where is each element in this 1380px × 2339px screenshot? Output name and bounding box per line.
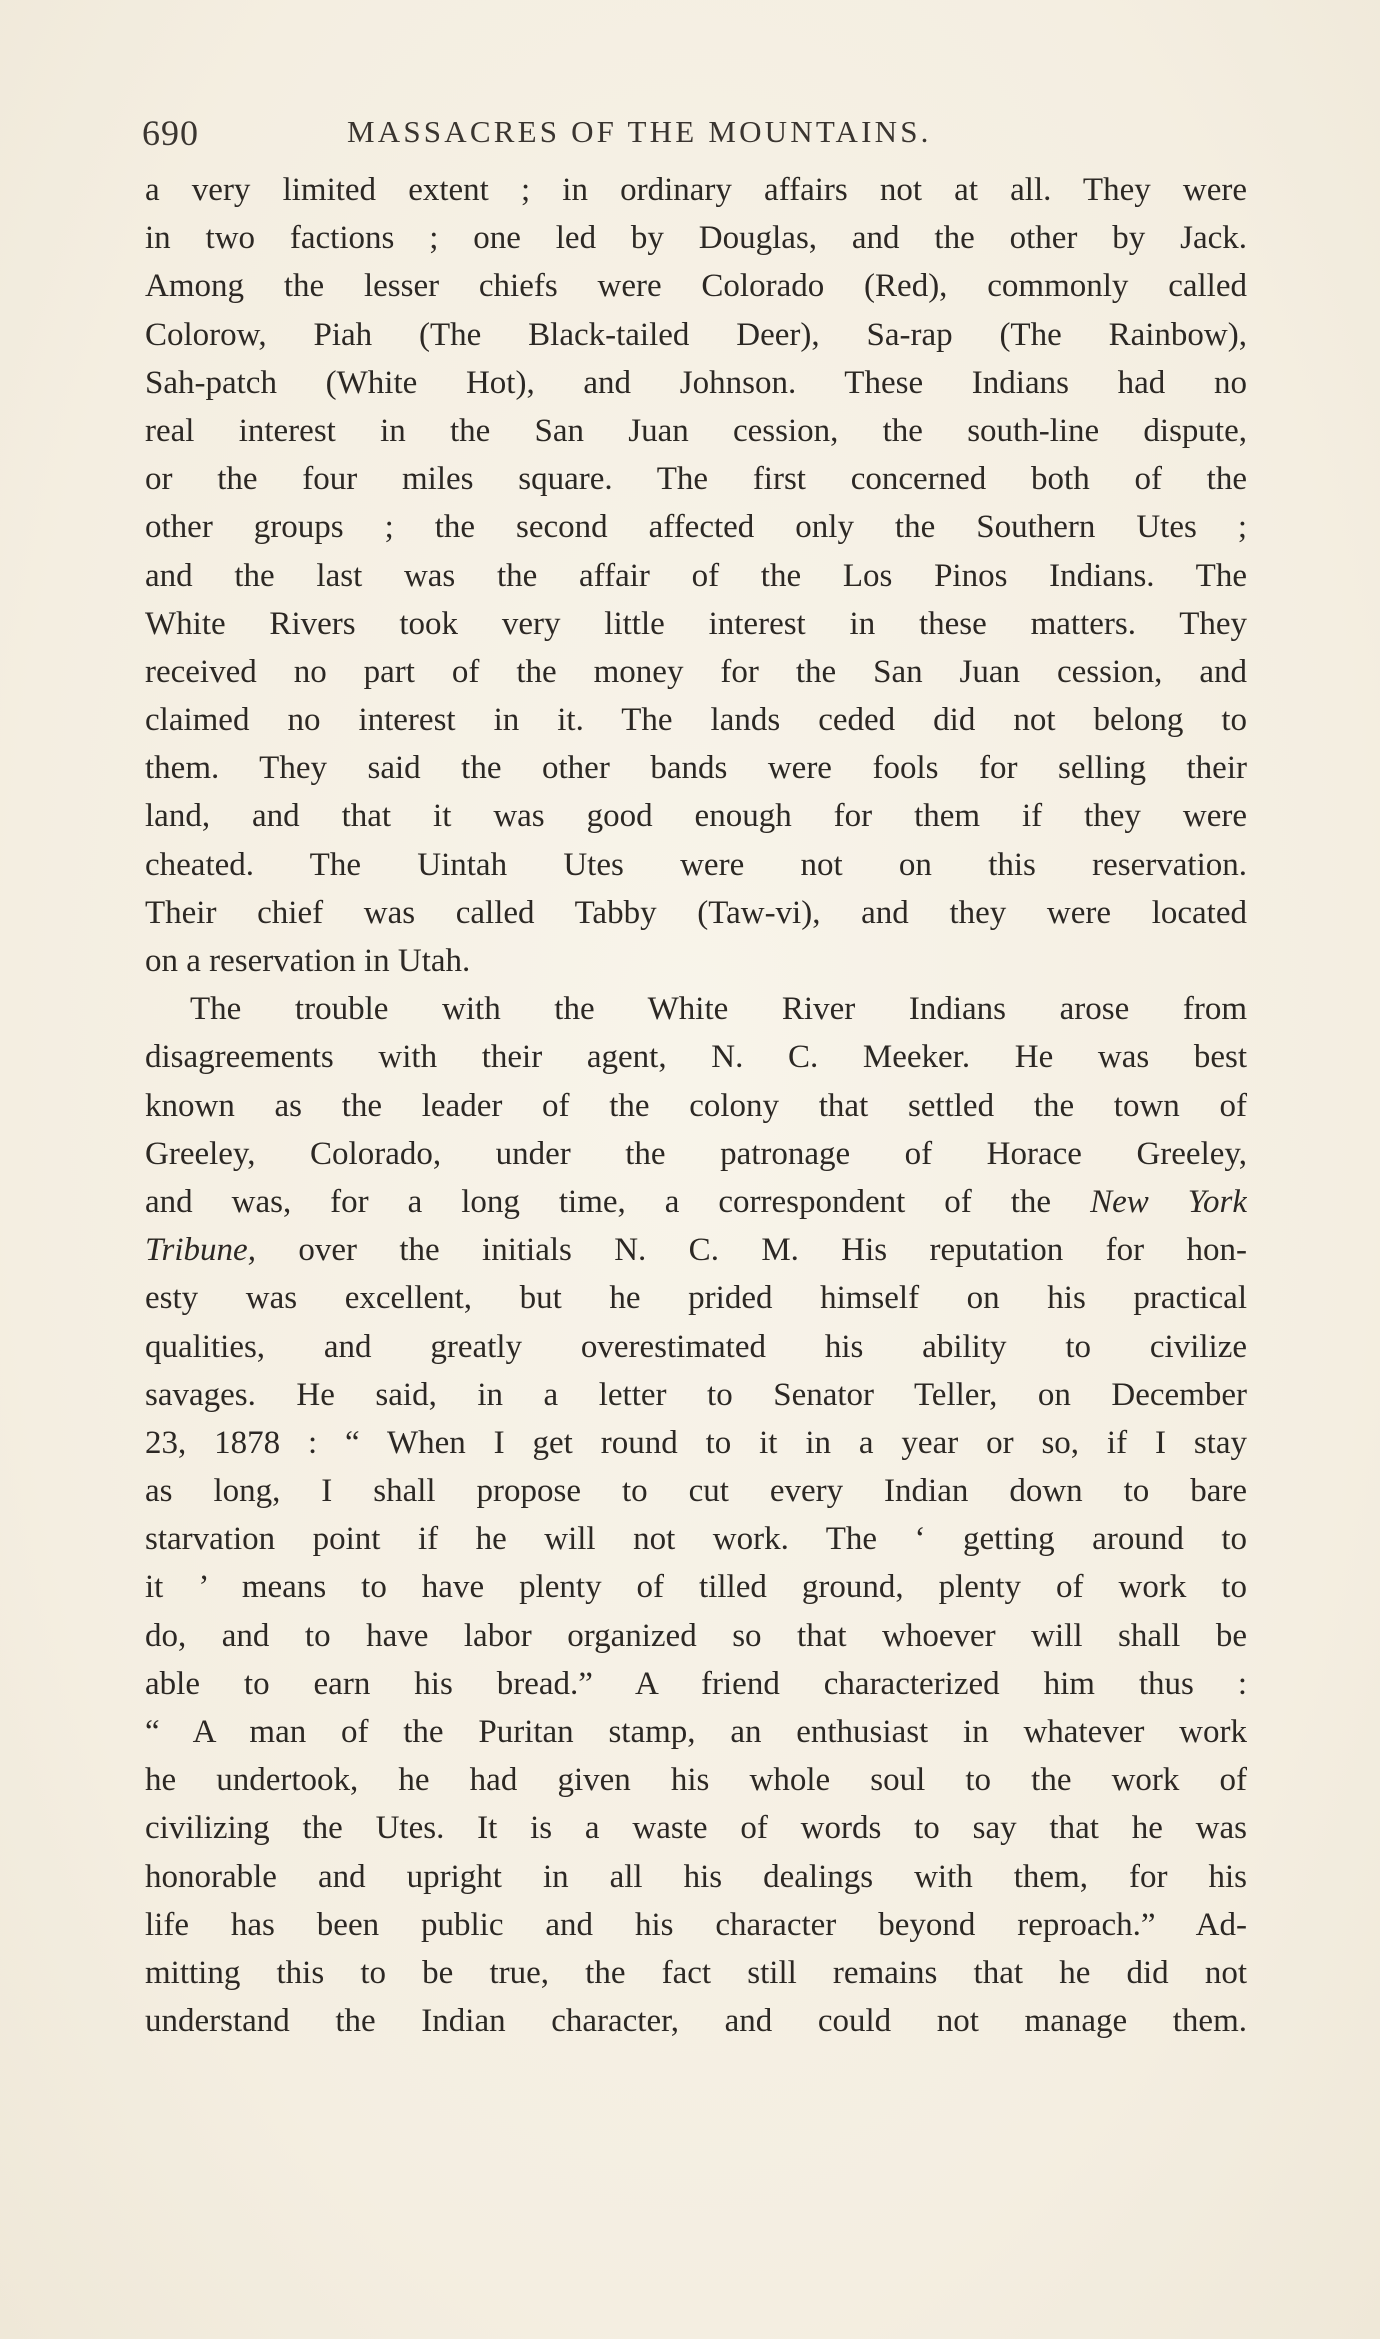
text-line: he undertook, he had given his whole soul to the work of (145, 1762, 1247, 1799)
text-line: Colorow, Piah (The Black-tailed Deer), Sa-rap (The Rainbow), (145, 316, 1247, 353)
text-line: known as the leader of the colony that settled the town of (145, 1087, 1247, 1124)
text-line: it ’ means to have plenty of tilled ground, plenty of work to (145, 1569, 1247, 1606)
text-line: or the four miles square. The first concerned both of the (145, 461, 1247, 498)
text-line-with-title (145, 1178, 1247, 1226)
text-line: them. They said the other bands were fools for selling their (145, 750, 1247, 787)
text-line: land, and that it was good enough for them if they were (145, 798, 1247, 835)
text-line: received no part of the money for the San Juan cession, and (145, 653, 1247, 690)
text-line: Among the lesser chiefs were Colorado (Red), commonly called (145, 268, 1247, 305)
text-line: other groups ; the second affected only the Southern Utes ; (145, 509, 1247, 546)
text-line: cheated. The Uintah Utes were not on this reservation. (145, 846, 1247, 883)
text-line: civilizing the Utes. It is a waste of words to say that he was (145, 1810, 1247, 1847)
text-line-with-title (145, 1226, 1247, 1274)
text-line: able to earn his bread.” A friend characterized him thus : (145, 1665, 1247, 1702)
text-line: Greeley, Colorado, under the patronage of Horace Greeley, (145, 1135, 1247, 1172)
text-line: “ A man of the Puritan stamp, an enthusiast in whatever work (145, 1714, 1247, 1750)
text-line: disagreements with their agent, N. C. Meeker. He was best (145, 1039, 1247, 1076)
text-line: do, and to have labor organized so that whoever will shall be (145, 1617, 1247, 1654)
paragraph-start-line: The trouble with the White River Indians arose from (190, 991, 1247, 1028)
text-line: qualities, and greatly overestimated his ability to civilize (145, 1328, 1247, 1365)
page-header (142, 112, 1242, 162)
text-line: Their chief was called Tabby (Taw-vi), and they were located (145, 894, 1247, 931)
text-line: understand the Indian character, and could not manage them. (145, 2003, 1247, 2040)
text-line: savages. He said, in a letter to Senator Teller, on December (145, 1376, 1247, 1413)
newspaper-title: New York (1090, 1183, 1247, 1220)
text-line: as long, I shall propose to cut every Indian down to bare (145, 1473, 1247, 1510)
text-line: Sah-patch (White Hot), and Johnson. These Indians had no (145, 364, 1247, 401)
newspaper-title-continued: Tribune, (145, 1232, 256, 1269)
text-line: esty was excellent, but he prided himself on his practical (145, 1280, 1247, 1317)
text-line: honorable and upright in all his dealings with them, for his (145, 1858, 1247, 1895)
text-line: White Rivers took very little interest in these matters. They (145, 605, 1247, 642)
text-line: 23, 1878 : “ When I get round to it in a year or so, if I stay (145, 1424, 1247, 1461)
body-text (145, 166, 1247, 2045)
text-line: life has been public and his character beyond reproach.” Ad- (145, 1906, 1247, 1943)
text-segment: over the initials N. C. M. His reputation for hon- (298, 1232, 1247, 1269)
text-line: real interest in the San Juan cession, the south-line dispute, (145, 412, 1247, 449)
text-segment: and was, for a long time, a correspondent of the (145, 1183, 1052, 1220)
text-line: a very limited extent ; in ordinary affairs not at all. They were (145, 172, 1247, 208)
text-line: claimed no interest in it. The lands ceded did not belong to (145, 702, 1247, 739)
paragraph-end-line: on a reservation in Utah. (145, 943, 471, 979)
text-line: mitting this to be true, the fact still remains that he did not (145, 1954, 1247, 1991)
text-line: starvation point if he will not work. The ‘ getting around to (145, 1521, 1247, 1558)
text-line: in two factions ; one led by Douglas, and the other by Jack. (145, 220, 1247, 257)
page-number: 690 (142, 113, 199, 153)
text-line: and the last was the affair of the Los Pinos Indians. The (145, 557, 1247, 594)
running-head: MASSACRES OF THE MOUNTAINS. (347, 114, 932, 149)
